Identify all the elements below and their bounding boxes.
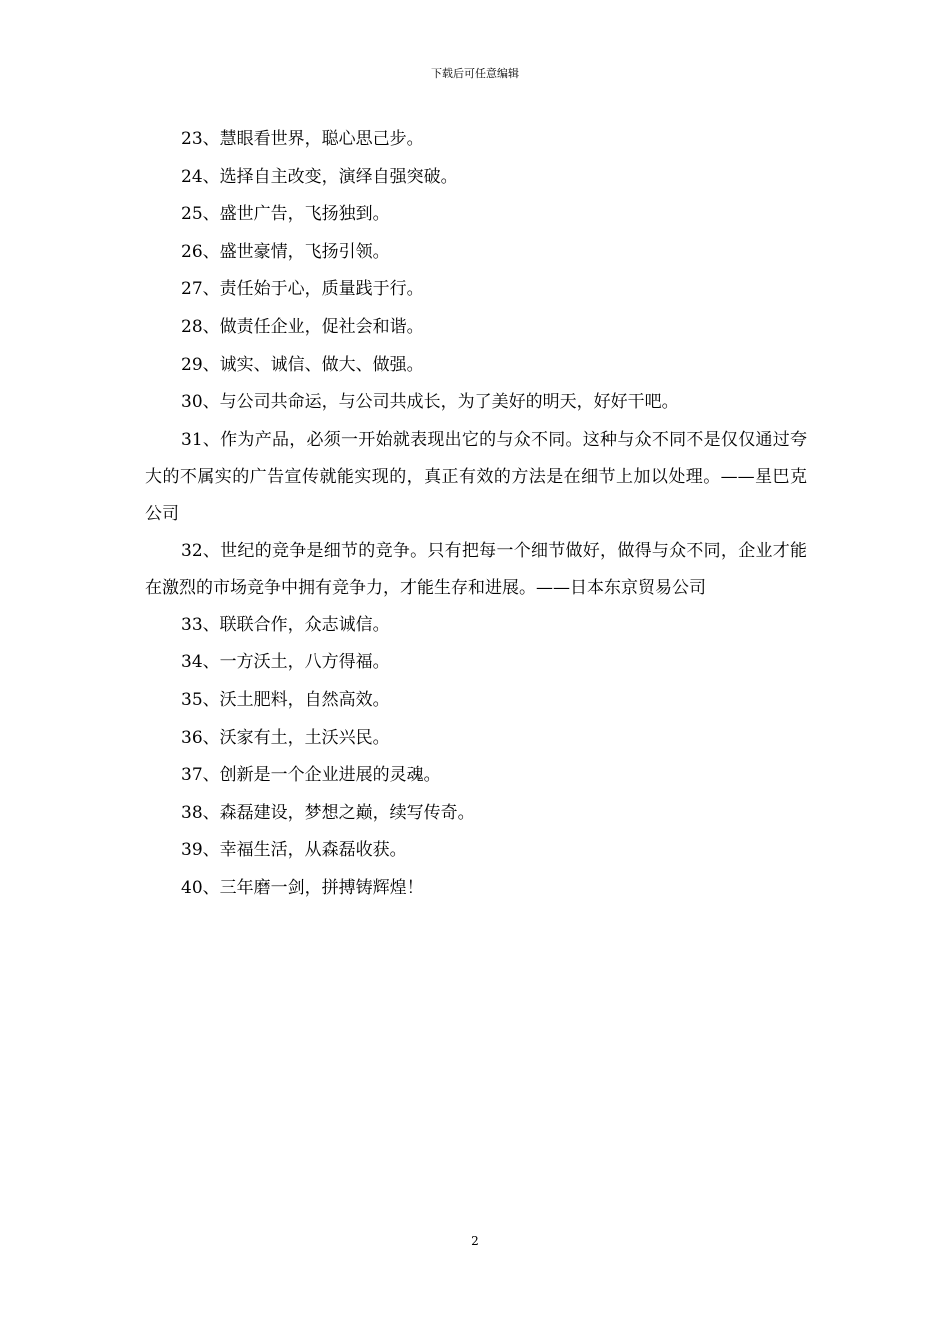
paragraph-35: 35、沃土肥料，自然高效。: [181, 689, 390, 710]
page-number: 2: [471, 1234, 479, 1248]
paragraph-39: 39、幸福生活，从森磊收获。: [181, 840, 407, 861]
paragraph-24: 24、选择自主改变，演绎自强突破。: [181, 166, 458, 187]
paragraph-26: 26、盛世豪情，飞扬引领。: [181, 241, 390, 262]
paragraph-34: 34、一方沃土，八方得福。: [181, 652, 390, 673]
document-body: [145, 121, 807, 908]
paragraph-40: 40、三年磨一剑，拼搏铸辉煌！: [181, 877, 424, 898]
paragraph-38: 38、森磊建设，梦想之巅，续写传奇。: [181, 802, 475, 823]
paragraph-30: 30、与公司共命运，与公司共成长，为了美好的明天，好好干吧。: [181, 392, 679, 413]
paragraph-33: 33、联联合作，众志诚信。: [181, 614, 390, 635]
paragraph-37: 37、创新是一个企业进展的灵魂。: [181, 765, 441, 786]
paragraph-29: 29、诚实、诚信、做大、做强。: [181, 354, 424, 375]
paragraph-32: 32、世纪的竞争是细节的竞争。只有把每一个细节做好，做得与众不同，企业才能在激烈的市场竞争中拥有竞争力，才能生存和进展。——日本东京贸易公司: [145, 540, 807, 598]
paragraph-36: 36、沃家有土，土沃兴民。: [181, 727, 390, 748]
paragraph-27: 27、责任始于心，质量践于行。: [181, 279, 424, 300]
paragraph-23: 23、慧眼看世界，聪心思己步。: [181, 129, 424, 149]
paragraph-28: 28、做责任企业，促社会和谐。: [181, 316, 424, 337]
paragraph-31: 31、作为产品，必须一开始就表现出它的与众不同。这种与众不同不是仅仅通过夸大的不属实的广告宣传就能实现的，真正有效的方法是在细节上加以处理。——星巴克公司: [145, 429, 807, 524]
paragraph-25: 25、盛世广告，飞扬独到。: [181, 204, 390, 225]
page-header: 下载后可任意编辑: [431, 67, 519, 80]
